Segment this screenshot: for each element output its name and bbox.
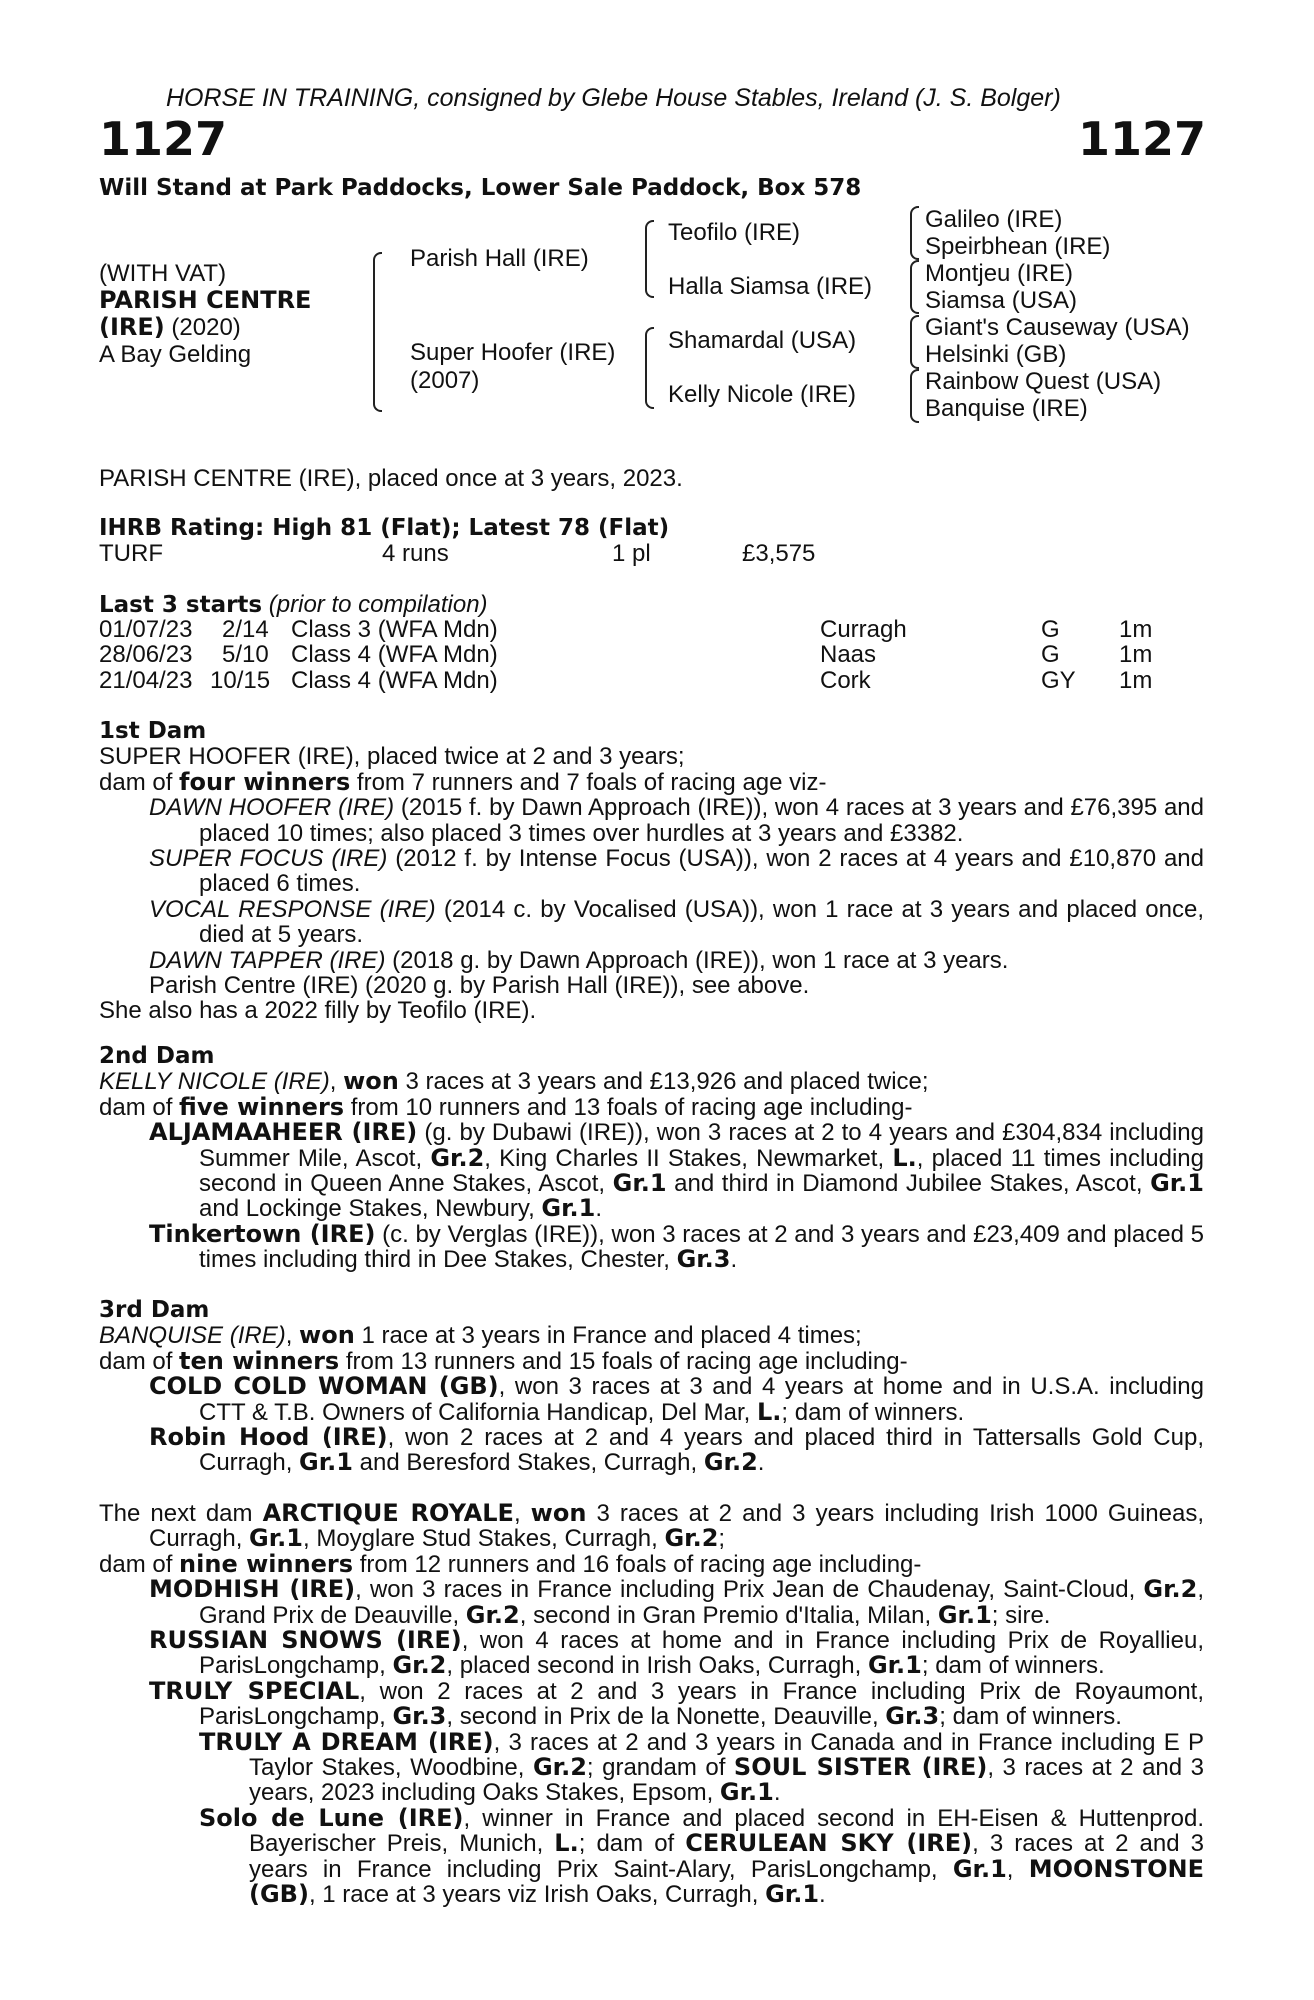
table-row: 01/07/23 2/14 Class 3 (WFA Mdn) Curragh G 1m — [99, 616, 1153, 643]
sire-name: Parish Hall (IRE) — [410, 245, 589, 272]
dam-summary: SUPER HOOFER (IRE), placed twice at 2 and 3 years; — [99, 743, 685, 771]
section-heading: 2nd Dam — [99, 1043, 215, 1069]
table-row: 21/04/23 10/15 Class 4 (WFA Mdn) Cork GY 1m — [99, 666, 1153, 694]
table-row: 28/06/23 5/10 Class 4 (WFA Mdn) Naas G 1m — [99, 641, 1153, 669]
produce-entry: Solo de Lune (IRE), winner in France and placed second in EH-Eisen & Huttenprod. Bayerischer Preis, Munich, L.; dam of CERULEAN SKY (IRE), 3 races at 2 and 3 years in France including Prix Saint-Alary, ParisLongchamp, Gr.1, MOONSTONE (GB), 1 race at 3 years viz Irish Oaks, Curragh, Gr.1. — [199, 1803, 1205, 1909]
gen3-ssd: Speirbhean (IRE) — [925, 233, 1111, 260]
dam-produce-summary: dam of four winners from 7 runners and 7 foals of racing age viz- — [99, 767, 827, 796]
produce-entry: SUPER FOCUS (IRE) (2012 f. by Intense Focus (USA)), won 2 races at 4 years and £10,870 and placed 6 times. — [149, 845, 1204, 898]
dam-produce-summary: dam of nine winners from 12 runners and 16 foals of racing age including- — [99, 1549, 922, 1578]
pedigree-brace-3d — [910, 369, 919, 423]
produce-entry: Robin Hood (IRE), won 2 races at 2 and 4 years and placed third in Tattersalls Gold Cup, Curragh, Gr.1 and Beresford Stakes, Curragh, Gr.2. — [149, 1423, 1204, 1477]
dam-summary: BANQUISE (IRE), won 1 race at 3 years in France and placed 4 times; — [99, 1321, 862, 1350]
section-heading: 3rd Dam — [99, 1297, 210, 1323]
produce-entry: VOCAL RESPONSE (IRE) (2014 c. by Vocalised (USA)), won 1 race at 3 years and placed once, died at 5 years. — [149, 895, 1204, 949]
dam-summary: The next dam ARCTIQUE ROYALE, won 3 races at 2 and 3 years including Irish 1000 Guineas, Curragh, Gr.1, Moyglare Stud Stakes, Curragh, Gr.2; — [99, 1499, 1204, 1553]
fourth-dam-section — [99, 1501, 1204, 1908]
horse-name: PARISH CENTRE — [99, 286, 312, 314]
third-generation — [925, 206, 1190, 422]
dam-summary: KELLY NICOLE (IRE), won 3 races at 3 years and £13,926 and placed twice; — [99, 1067, 929, 1096]
rating-heading: IHRB Rating: High 81 (Flat); Latest 78 (Flat) — [99, 515, 670, 541]
gen3-sss: Galileo (IRE) — [925, 206, 1063, 233]
third-dam-section — [99, 1298, 1204, 1476]
produce-entry: TRULY A DREAM (IRE), 3 races at 2 and 3 years in Canada and in France including E P Taylor Stakes, Woodbine, Gr.2; grandam of SOUL SISTER (IRE), 3 races at 2 and 3 years, 2023 including Oaks Stakes, Epsom, Gr.1. — [199, 1727, 1204, 1807]
produce-entry: RUSSIAN SNOWS (IRE), won 4 races at home and in France including Prix de Royallieu, ParisLongchamp, Gr.2, placed second in Irish Oaks, Curragh, Gr.1; dam of winners. — [149, 1626, 1204, 1680]
gen3-dss: Giant's Causeway (USA) — [925, 314, 1190, 341]
second-dam-section — [99, 1044, 1204, 1273]
gen3-sdd: Siamsa (USA) — [925, 287, 1078, 314]
gen3-dsd: Helsinki (GB) — [925, 341, 1067, 368]
horse-identity — [99, 260, 311, 368]
dam-name: Super Hoofer (IRE) — [410, 339, 616, 366]
starts-heading: Last 3 starts (prior to compilation) — [99, 591, 488, 618]
produce-entry: Parish Centre (IRE) (2020 g. by Parish Hall (IRE)), see above. — [149, 972, 810, 1000]
section-heading: 1st Dam — [99, 718, 207, 744]
dam-produce-summary: dam of five winners from 10 runners and 13 foals of racing age including- — [99, 1092, 913, 1121]
produce-entry: MODHISH (IRE), won 3 races in France including Prix Jean de Chaudenay, Saint-Cloud, Gr.2, Grand Prix de Deauville, Gr.2, second in Gran Premio d'Italia, Milan, Gr.1; sire. — [149, 1575, 1204, 1629]
produce-entry: Tinkertown (IRE) (c. by Verglas (IRE)), won 3 races at 2 and 3 years and £23,409 and placed 5 times including third in Dee Stakes, Chester, Gr.3. — [149, 1219, 1204, 1274]
dam-produce-summary: dam of ten winners from 13 runners and 15 foals of racing age including- — [99, 1346, 908, 1375]
produce-entry: DAWN TAPPER (IRE) (2018 g. by Dawn Approach (IRE)), won 1 race at 3 years. — [149, 946, 1009, 974]
surface-label: TURF — [99, 540, 163, 567]
gen3-ddd: Banquise (IRE) — [925, 395, 1088, 422]
produce-entry: TRULY SPECIAL, won 2 races at 2 and 3 years in France including Prix de Royaumont, ParisLongchamp, Gr.3, second in Prix de la Nonette, Deauville, Gr.3; dam of winners. — [149, 1676, 1205, 1731]
dam-sire-name: Shamardal (USA) — [668, 327, 857, 354]
produce-entry: ALJAMAAHEER (IRE) (g. by Dubawi (IRE)), won 3 races at 2 to 4 years and £304,834 including Summer Mile, Ascot, Gr.2, King Charles II Stakes, Newmarket, L., placed 11 times including second in Queen Anne Stakes, Ascot, Gr.1 and third in Diamond Jubilee Stakes, Ascot, Gr.1 and Lockinge Stakes, Newbury, Gr.1. — [149, 1118, 1205, 1223]
stall-location: Will Stand at Park Paddocks, Lower Sale Paddock, Box 578 — [99, 175, 862, 201]
sire-dam-name: Halla Siamsa (IRE) — [668, 273, 873, 300]
pedigree-brace-1 — [373, 252, 382, 412]
lot-number-left: 1127 — [99, 112, 228, 166]
pedigree-brace-3b — [910, 260, 919, 314]
consignment-line: HORSE IN TRAINING, consigned by Glebe House Stables, Ireland (J. S. Bolger) — [166, 84, 1061, 112]
gen3-dds: Rainbow Quest (USA) — [925, 368, 1162, 395]
dam-year: (2007) — [410, 367, 480, 394]
dam-note: She also has a 2022 filly by Teofilo (IRE). — [99, 997, 537, 1025]
runs-count: 4 runs — [382, 540, 449, 567]
pedigree-brace-3a — [910, 206, 919, 260]
pedigree-brace-2a — [645, 220, 654, 298]
vat-note: (WITH VAT) — [99, 260, 227, 287]
starts-table — [99, 617, 1204, 693]
lot-number-right: 1127 — [1077, 112, 1206, 166]
race-summary: PARISH CENTRE (IRE), placed once at 3 years, 2023. — [99, 465, 683, 492]
pedigree-brace-2b — [645, 327, 654, 409]
pedigree-brace-3c — [910, 315, 919, 369]
first-dam-section — [99, 719, 1204, 1024]
earnings: £3,575 — [742, 540, 816, 567]
produce-entry: COLD COLD WOMAN (GB), won 3 races at 3 and 4 years at home and in U.S.A. including CTT & T.B. Owners of California Handicap, Del Mar, L.; dam of winners. — [149, 1372, 1204, 1426]
horse-origin-year: (IRE) (2020) — [99, 313, 241, 341]
sire-sire-name: Teofilo (IRE) — [668, 219, 801, 246]
placed-count: 1 pl — [612, 540, 651, 567]
produce-entry: DAWN HOOFER (IRE) (2015 f. by Dawn Approach (IRE)), won 4 races at 3 years and £76,395 and placed 10 times; also placed 3 times over hurdles at 3 years and £3382. — [149, 794, 1205, 847]
horse-description: A Bay Gelding — [99, 341, 252, 368]
dam-dam-name: Kelly Nicole (IRE) — [668, 381, 857, 408]
gen3-sds: Montjeu (IRE) — [925, 260, 1074, 287]
